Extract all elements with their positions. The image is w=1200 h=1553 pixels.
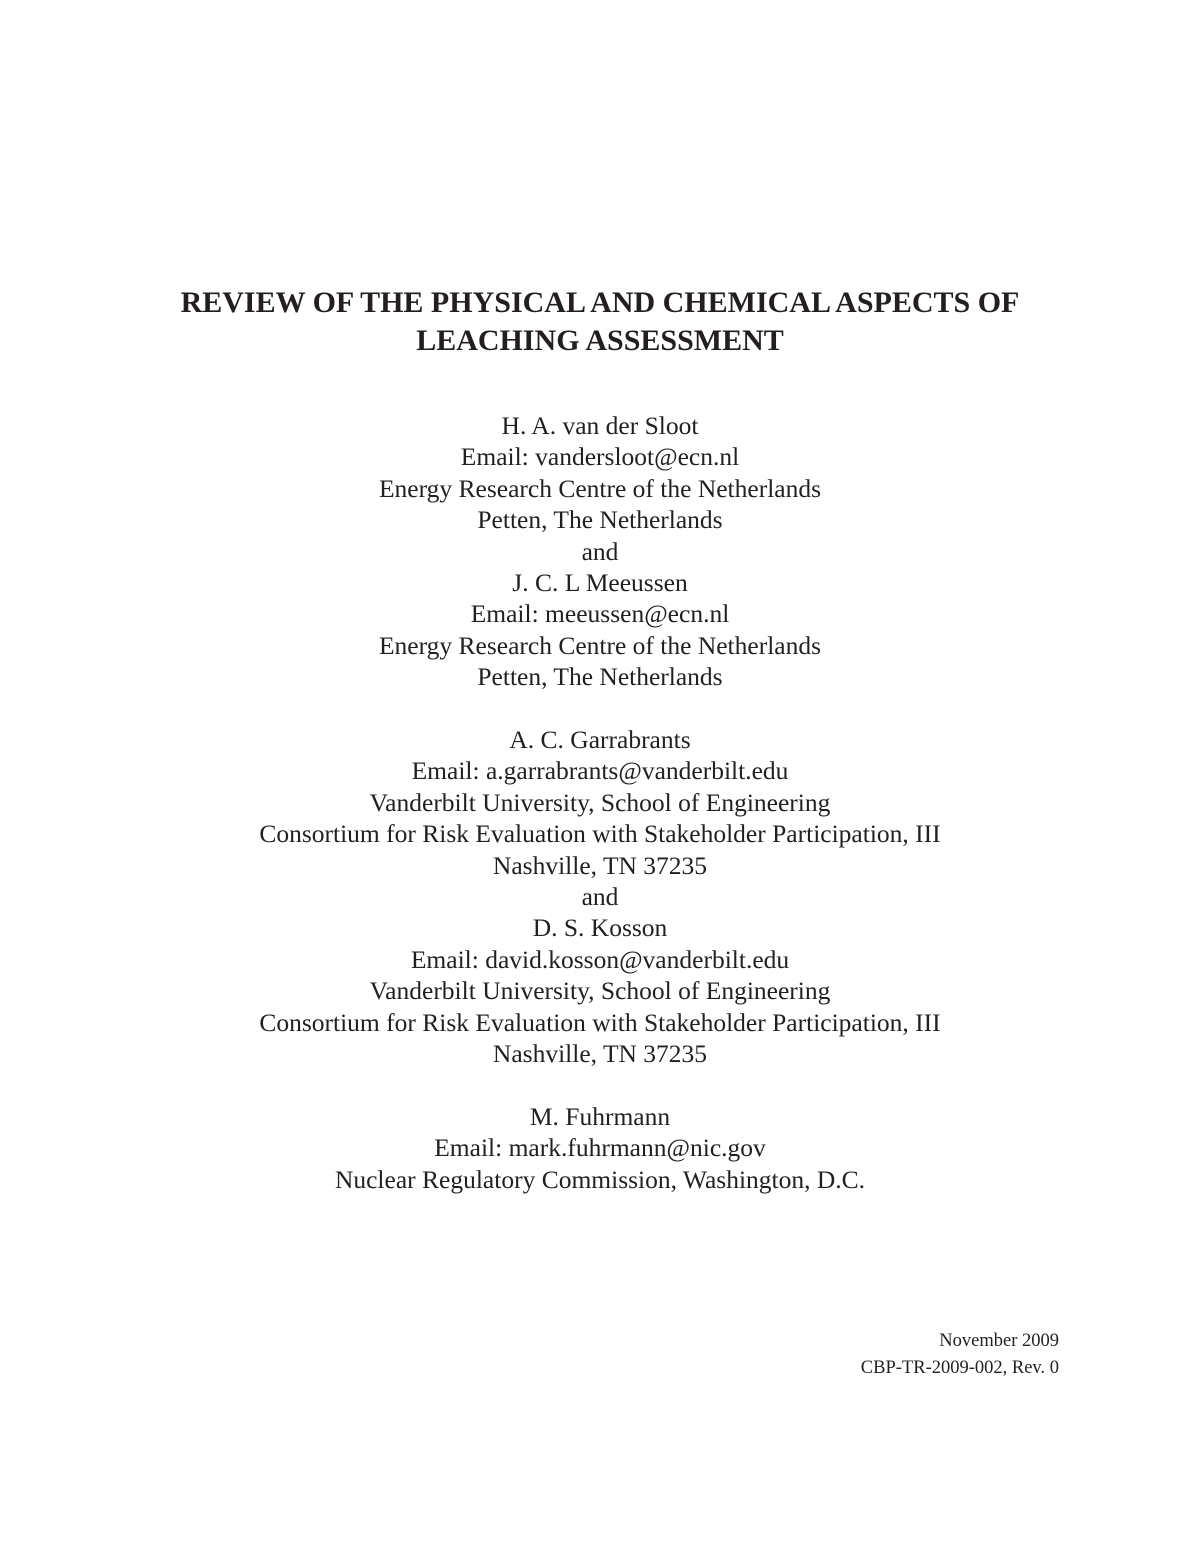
author-conjunction: and (581, 882, 619, 912)
author-name: A. C. Garrabrants (509, 725, 691, 755)
author-affiliation: Consortium for Risk Evaluation with Stakeholder Participation, III (259, 1007, 941, 1037)
author-email: Email: meeussen@ecn.nl (470, 599, 730, 629)
author-email: Email: vandersloot@ecn.nl (460, 442, 740, 472)
report-footer (861, 1328, 1059, 1382)
author-affiliation: Nuclear Regulatory Commission, Washington, D.C. (334, 1164, 866, 1194)
author-email: Email: mark.fuhrmann@nic.gov (434, 1133, 766, 1163)
author-affiliation: Vanderbilt University, School of Engineering (369, 976, 831, 1006)
author-block-nrc (0, 1101, 1200, 1195)
author-name: H. A. van der Sloot (501, 411, 699, 440)
author-name: M. Fuhrmann (529, 1101, 671, 1131)
author-name: J. C. L Meeussen (512, 568, 688, 598)
report-date: November 2009 (939, 1331, 1059, 1351)
author-affiliation: Vanderbilt University, School of Engineering (369, 787, 831, 817)
document-title (0, 284, 1200, 360)
author-conjunction: and (581, 536, 619, 566)
author-block-vanderbilt (0, 724, 1200, 1069)
title-line-2: LEACHING ASSESSMENT (416, 324, 784, 357)
author-name: D. S. Kosson (532, 913, 668, 943)
author-location: Petten, The Netherlands (477, 662, 723, 692)
title-line-1: REVIEW OF THE PHYSICAL AND CHEMICAL ASPECTS OF (180, 286, 1020, 319)
report-number: CBP-TR-2009-002, Rev. 0 (860, 1358, 1059, 1378)
author-list (0, 410, 1200, 1227)
author-location: Petten, The Netherlands (477, 505, 723, 535)
author-email: Email: a.garrabrants@vanderbilt.edu (411, 756, 789, 786)
author-affiliation: Consortium for Risk Evaluation with Stakeholder Participation, III (259, 819, 941, 849)
author-location: Nashville, TN 37235 (492, 1039, 708, 1069)
author-affiliation: Energy Research Centre of the Netherlands (378, 630, 822, 660)
author-email: Email: david.kosson@vanderbilt.edu (410, 944, 790, 974)
author-affiliation: Energy Research Centre of the Netherlands (378, 473, 822, 503)
author-block-ecn (0, 410, 1200, 693)
author-location: Nashville, TN 37235 (492, 850, 708, 880)
